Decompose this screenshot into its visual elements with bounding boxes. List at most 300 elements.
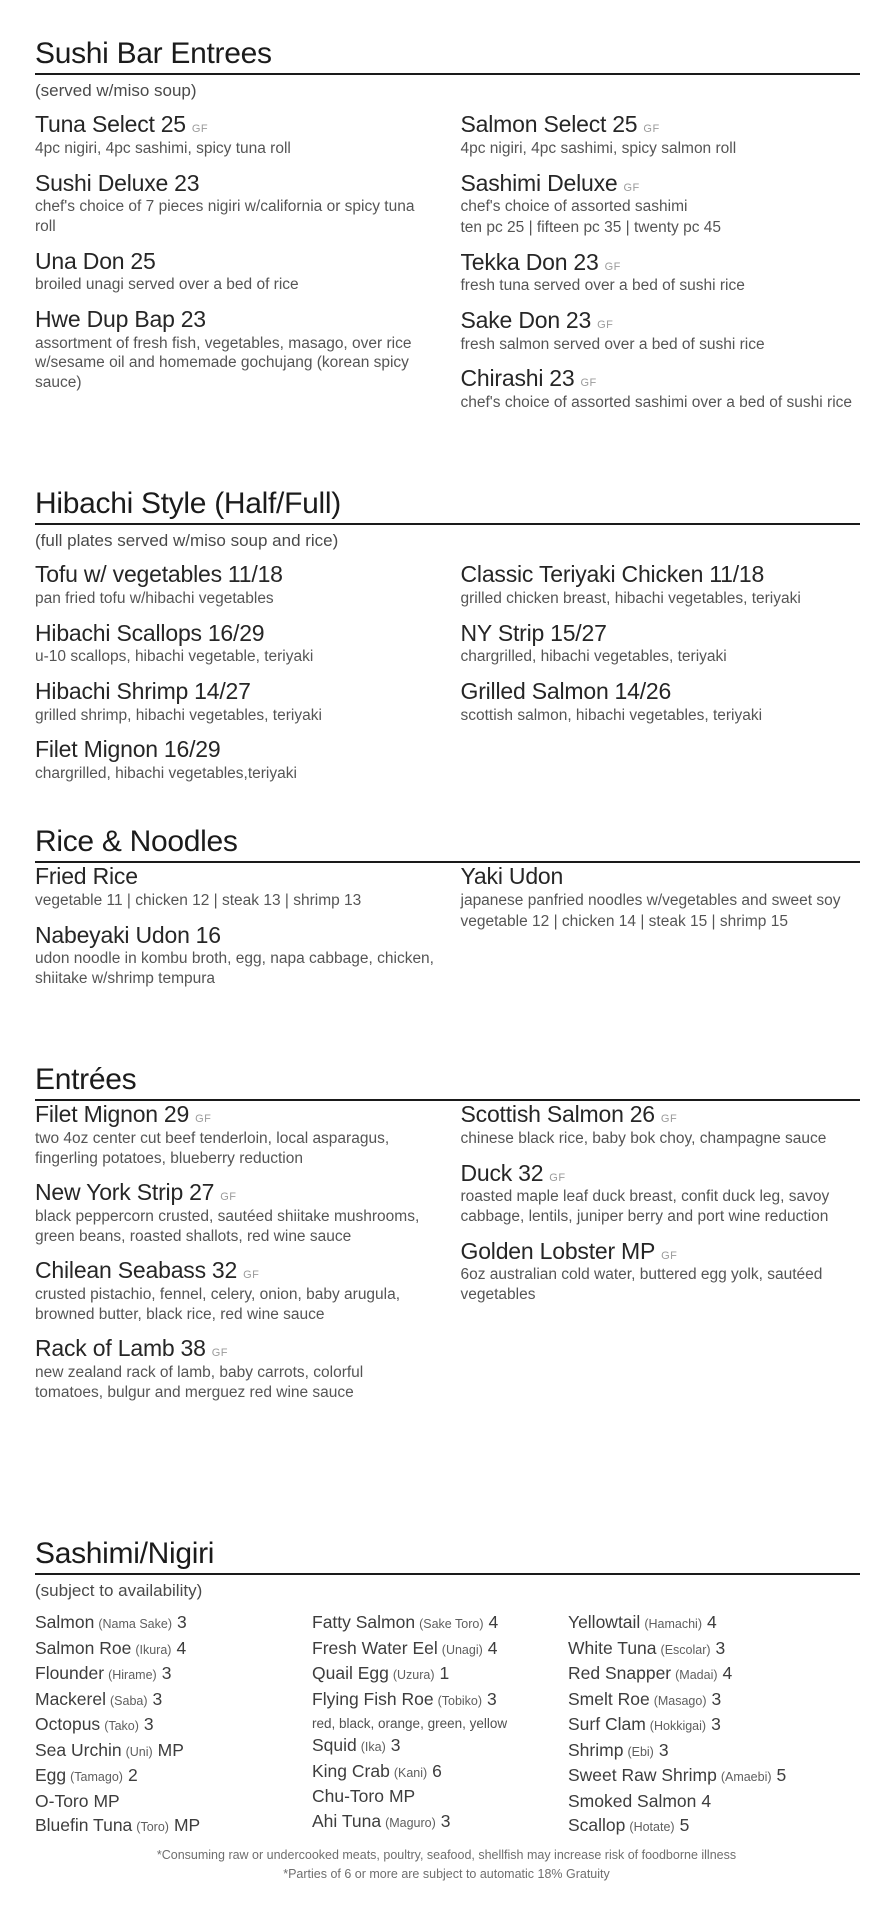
item-name: Sushi Deluxe — [35, 169, 169, 196]
item-romaji: (Tamago) — [70, 1770, 123, 1785]
gf-badge: GF — [604, 260, 621, 273]
column-1 — [35, 1101, 435, 1413]
item-name-line — [312, 1611, 568, 1637]
item-name-line — [35, 248, 435, 275]
item-description: new zealand rack of lamb, baby carrots, colorful tomatoes, bulgur and merguez red wine sauce — [35, 1364, 364, 1401]
footer-disclaimer — [0, 1846, 893, 1885]
item-name: Smelt Roe — [568, 1688, 650, 1709]
section-heading — [35, 826, 860, 863]
item-price: 25 — [612, 111, 638, 138]
item-romaji: (Nama Sake) — [98, 1617, 172, 1632]
item-romaji: (Ikura) — [135, 1642, 172, 1657]
item-name-line — [461, 1160, 861, 1187]
column-1 — [35, 1611, 312, 1840]
item-name-line — [312, 1637, 568, 1663]
item-romaji: (Sake Toro) — [419, 1617, 484, 1632]
disclaimer-line-2: *Parties of 6 or more are subject to automatic 18% Gratuity — [283, 1867, 610, 1882]
menu-item — [35, 1637, 312, 1663]
item-name-line — [35, 1764, 312, 1790]
item-price: 3 — [161, 1663, 172, 1684]
gf-badge: GF — [191, 123, 209, 136]
item-name: Scallop — [568, 1815, 626, 1836]
gf-badge: GF — [660, 1113, 678, 1126]
item-name: Salmon Select — [460, 111, 607, 138]
item-price: 1 — [439, 1663, 450, 1684]
item-name: Grilled Salmon — [460, 678, 609, 705]
item-name: Flying Fish Roe — [312, 1688, 434, 1709]
section-heading — [35, 1538, 860, 1575]
item-romaji: (Hamachi) — [644, 1617, 702, 1632]
column-1 — [35, 863, 435, 999]
column-2 — [461, 1101, 861, 1413]
item-name: Yellowtail — [568, 1612, 641, 1633]
item-romaji: (Hokkigai) — [649, 1719, 707, 1734]
item-name-line — [568, 1637, 860, 1663]
gf-badge: GF — [643, 123, 660, 136]
item-romaji: (Masago) — [653, 1693, 707, 1708]
item-description: chef's choice of assorted sashimi over a bed of sushi rice — [460, 394, 853, 412]
item-description: black peppercorn crusted, sautéed shiitake mushrooms, green beans, roasted shallots, red wine sauce — [35, 1208, 420, 1245]
menu-item — [312, 1760, 568, 1786]
section-sashimi — [35, 1538, 860, 1840]
item-description: crusted pistachio, fennel, celery, onion, baby arugula, browned butter, black rice, red wine sauce — [35, 1286, 401, 1323]
item-romaji: (Ika) — [360, 1740, 386, 1755]
item-name: Hwe Dup Bap — [35, 306, 175, 333]
item-name-line — [568, 1688, 860, 1714]
item-description: assortment of fresh fish, vegetables, masago, over rice w/sesame oil and homemade gochujang (korean spicy sauce) — [35, 334, 412, 392]
menu-item — [461, 863, 861, 931]
menu-item — [35, 1257, 435, 1324]
section-title: Sashimi/Nigiri — [35, 1537, 215, 1570]
gf-badge: GF — [549, 1171, 566, 1184]
item-price: MP — [157, 1739, 184, 1760]
item-name-line — [461, 249, 861, 276]
gf-badge: GF — [597, 319, 614, 332]
item-name: Sashimi Deluxe — [460, 169, 618, 196]
item-price: 3 — [715, 1637, 726, 1658]
item-price: 23 — [565, 307, 592, 334]
item-description: chef's choice of 7 pieces nigiri w/california or spicy tuna roll — [35, 198, 415, 236]
section-columns — [35, 111, 860, 423]
item-name: Classic Teriyaki Chicken — [460, 561, 704, 588]
item-name-line — [568, 1713, 860, 1739]
item-name-line — [35, 620, 435, 647]
item-price: 25 — [160, 111, 186, 138]
item-price: 3 — [711, 1714, 721, 1735]
item-price: 3 — [176, 1612, 187, 1633]
item-name: Golden Lobster — [460, 1237, 615, 1264]
item-name-line — [312, 1734, 568, 1760]
menu-item — [312, 1611, 568, 1637]
item-romaji: (Uni) — [125, 1744, 153, 1759]
item-description: 6oz australian cold water, buttered egg yolk, sautéed vegetables — [460, 1266, 823, 1304]
item-description: udon noodle in kombu broth, egg, napa cabbage, chicken, shiitake w/shrimp tempura — [35, 950, 434, 988]
item-name: Filet Mignon — [35, 736, 158, 763]
section-heading — [35, 38, 860, 75]
item-price: 6 — [432, 1760, 442, 1781]
menu-item — [461, 1238, 861, 1305]
item-name-line — [35, 1688, 312, 1714]
menu-item — [35, 1713, 312, 1739]
item-name-line — [461, 111, 861, 138]
item-name-line — [461, 365, 861, 392]
menu-item — [568, 1688, 860, 1714]
item-price: 4 — [487, 1637, 498, 1658]
section-sushi — [35, 38, 860, 424]
item-price: 16/29 — [207, 619, 265, 646]
section-title: Rice & Noodles — [35, 825, 238, 858]
section-subtitle: (full plates served w/miso soup and rice) — [35, 531, 339, 551]
gf-badge: GF — [211, 1347, 228, 1360]
column-2 — [461, 863, 861, 999]
item-description: 4pc nigiri, 4pc sashimi, spicy salmon roll — [460, 140, 737, 158]
item-romaji: (Escolar) — [660, 1642, 711, 1657]
item-price: 5 — [776, 1765, 787, 1786]
item-name-line — [35, 170, 435, 197]
menu-item — [568, 1662, 860, 1688]
section-rice — [35, 826, 860, 1000]
item-name: Red Snapper — [568, 1663, 672, 1684]
item-description: pan fried tofu w/hibachi vegetables — [35, 590, 274, 608]
menu-item — [568, 1790, 860, 1815]
menu-item — [461, 170, 861, 238]
item-name-line — [35, 1790, 312, 1815]
item-price: 23 — [174, 169, 200, 196]
section-hibachi — [35, 488, 860, 795]
item-price: 23 — [180, 306, 206, 333]
gf-badge: GF — [195, 1113, 212, 1126]
item-name: Duck — [460, 1159, 513, 1186]
section-columns — [35, 863, 860, 999]
item-name-line — [568, 1814, 860, 1840]
item-name-line — [312, 1688, 568, 1714]
item-description: chargrilled, hibachi vegetables, teriyaki — [460, 648, 727, 666]
item-romaji: (Kani) — [393, 1765, 428, 1780]
menu-item — [35, 1179, 435, 1246]
item-name: Egg — [35, 1765, 67, 1786]
item-price: 4 — [701, 1790, 712, 1811]
gf-badge: GF — [220, 1191, 237, 1204]
item-price: 11/18 — [709, 561, 765, 588]
item-romaji: (Hirame) — [108, 1668, 157, 1683]
item-name: Flounder — [35, 1663, 105, 1684]
menu-item — [461, 1160, 861, 1227]
item-price: 14/26 — [614, 678, 672, 705]
item-description: vegetable 12 | chicken 14 | steak 15 | shrimp 15 — [460, 912, 788, 930]
item-price: 15/27 — [550, 619, 607, 646]
section-title: Entrées — [35, 1063, 137, 1096]
item-name: White Tuna — [568, 1637, 657, 1658]
item-price: 23 — [573, 248, 599, 275]
item-price: 26 — [629, 1101, 655, 1128]
item-name: Sweet Raw Shrimp — [568, 1765, 717, 1786]
item-name-line — [35, 922, 435, 949]
item-name: Yaki Udon — [460, 863, 564, 890]
item-price: 4 — [488, 1612, 499, 1633]
item-description: grilled chicken breast, hibachi vegetables, teriyaki — [460, 590, 801, 608]
item-name-line — [35, 736, 435, 763]
item-description: fresh salmon served over a bed of sushi rice — [460, 335, 765, 353]
item-romaji: (Unagi) — [441, 1642, 483, 1657]
column-2 — [461, 111, 861, 423]
item-name: Smoked Salmon — [568, 1790, 697, 1811]
disclaimer-line-1: *Consuming raw or undercooked meats, poultry, seafood, shellfish may increase risk of foodborne illness — [156, 1848, 737, 1862]
item-price: 25 — [130, 247, 156, 274]
section-entrees — [35, 1064, 860, 1413]
item-name: Squid — [312, 1735, 357, 1756]
menu-item — [35, 736, 435, 783]
item-price: 38 — [180, 1335, 206, 1362]
item-name: Hibachi Shrimp — [35, 678, 189, 705]
menu-item — [35, 306, 435, 393]
item-price: 23 — [549, 365, 575, 392]
item-name: Fried Rice — [35, 863, 138, 890]
column-3 — [568, 1611, 860, 1840]
menu-item — [461, 678, 861, 725]
item-name: Chilean Seabass — [35, 1257, 206, 1284]
menu-item — [568, 1764, 860, 1790]
item-name-line — [568, 1662, 860, 1688]
gf-badge: GF — [661, 1249, 678, 1262]
item-name: Chu-Toro — [312, 1786, 384, 1807]
section-columns — [35, 561, 860, 794]
item-name-line — [35, 1739, 312, 1765]
item-description: broiled unagi served over a bed of rice — [35, 276, 299, 294]
item-description: roasted maple leaf duck breast, confit duck leg, savoy cabbage, lentils, juniper berry and port wine reduction — [460, 1188, 830, 1226]
gf-badge: GF — [243, 1269, 260, 1282]
menu-item — [461, 561, 861, 608]
item-romaji: (Tako) — [104, 1719, 139, 1734]
section-columns — [35, 1611, 860, 1840]
item-name: Surf Clam — [568, 1714, 646, 1735]
menu-item — [568, 1611, 860, 1637]
item-name: Octopus — [35, 1714, 101, 1735]
item-name-line — [35, 111, 435, 138]
item-romaji: (Maguro) — [385, 1815, 436, 1830]
item-name: Salmon — [35, 1612, 95, 1633]
menu-item — [35, 561, 435, 608]
item-name-line — [35, 1814, 312, 1840]
item-name: Tuna Select — [35, 111, 155, 138]
item-name-line — [461, 620, 861, 647]
item-name: Tofu w/ vegetables — [35, 561, 222, 588]
column-2 — [461, 561, 861, 794]
item-name-line — [35, 1179, 435, 1206]
item-romaji: (Uzura) — [392, 1668, 435, 1683]
item-description: japanese panfried noodles w/vegetables and sweet soy — [460, 892, 841, 910]
item-name: Salmon Roe — [35, 1637, 132, 1658]
item-price: 29 — [163, 1101, 190, 1128]
item-name: Ahi Tuna — [312, 1810, 382, 1831]
menu-item — [312, 1734, 568, 1760]
column-2 — [312, 1611, 568, 1840]
menu-item — [312, 1637, 568, 1663]
item-price: 2 — [127, 1765, 138, 1786]
item-price: 11/18 — [227, 561, 283, 588]
item-name-line — [568, 1739, 860, 1765]
menu-item — [35, 1662, 312, 1688]
item-name-line — [35, 678, 435, 705]
section-title: Hibachi Style (Half/Full) — [35, 487, 341, 520]
item-name: Fatty Salmon — [312, 1612, 416, 1633]
section-subtitle: (served w/miso soup) — [35, 81, 197, 101]
column-1 — [35, 561, 435, 794]
item-description: chinese black rice, baby bok choy, champagne sauce — [460, 1130, 827, 1148]
menu-item — [461, 111, 861, 158]
menu-item — [461, 365, 861, 412]
menu-item — [35, 1101, 435, 1168]
item-price: 4 — [176, 1637, 187, 1658]
menu-item — [35, 1814, 312, 1840]
item-name: Filet Mignon — [35, 1101, 158, 1128]
item-price: 3 — [711, 1688, 722, 1709]
item-name-line — [35, 1257, 435, 1284]
item-price: 32 — [518, 1159, 544, 1186]
item-description: ten pc 25 | fifteen pc 35 | twenty pc 45 — [460, 219, 722, 237]
item-price: MP — [388, 1786, 416, 1807]
item-price: 32 — [211, 1257, 238, 1284]
item-name-line — [461, 678, 861, 705]
item-description: u-10 scallops, hibachi vegetable, teriyaki — [35, 648, 314, 666]
menu-item — [312, 1785, 568, 1810]
menu-item — [312, 1688, 568, 1735]
item-name-line — [312, 1810, 568, 1836]
menu-item — [35, 620, 435, 667]
item-name-line — [35, 561, 435, 588]
item-name-line — [35, 863, 435, 890]
menu-item — [35, 1611, 312, 1637]
menu-item — [35, 248, 435, 295]
item-name-line — [461, 1101, 861, 1128]
item-price: 5 — [679, 1815, 690, 1836]
menu-item — [312, 1810, 568, 1836]
gf-badge: GF — [580, 377, 597, 390]
menu-item — [568, 1713, 860, 1739]
item-price: 4 — [722, 1663, 733, 1684]
item-romaji: (Toro) — [136, 1820, 169, 1835]
item-name-line — [461, 863, 861, 890]
item-name: Fresh Water Eel — [312, 1637, 438, 1658]
item-romaji: (Madai) — [675, 1668, 718, 1683]
menu-item — [568, 1637, 860, 1663]
item-name-line — [461, 561, 861, 588]
item-description: grilled shrimp, hibachi vegetables, teriyaki — [35, 706, 322, 724]
item-price: 27 — [189, 1179, 215, 1206]
item-name-line — [312, 1760, 568, 1786]
menu-item — [461, 1101, 861, 1148]
item-name: Bluefin Tuna — [35, 1815, 133, 1836]
menu-item — [35, 1739, 312, 1765]
item-romaji: (Saba) — [110, 1693, 148, 1708]
item-description: chef's choice of assorted sashimi — [460, 198, 688, 216]
item-name: Scottish Salmon — [460, 1101, 624, 1128]
item-romaji: (Hotate) — [629, 1820, 675, 1835]
menu-item — [35, 170, 435, 237]
item-name-line — [568, 1764, 860, 1790]
item-name: NY Strip — [460, 619, 545, 646]
item-name: Chirashi — [460, 365, 544, 392]
menu-item — [35, 1764, 312, 1790]
item-description: vegetable 11 | chicken 12 | steak 13 | shrimp 13 — [35, 892, 362, 910]
item-name: King Crab — [312, 1760, 390, 1781]
item-name: Hibachi Scallops — [35, 619, 202, 646]
item-name-line — [568, 1611, 860, 1637]
item-description: fresh tuna served over a bed of sushi rice — [460, 277, 745, 295]
item-romaji: (Ebi) — [627, 1744, 654, 1759]
menu-item — [568, 1814, 860, 1840]
item-price: 3 — [658, 1739, 669, 1760]
item-price: MP — [173, 1815, 201, 1836]
item-name-line — [35, 1637, 312, 1663]
section-columns — [35, 1101, 860, 1413]
item-price: MP — [93, 1790, 120, 1811]
item-name: Rack of Lamb — [35, 1335, 175, 1362]
item-description: two 4oz center cut beef tenderloin, local asparagus, fingerling potatoes, blueberry reduction — [35, 1130, 390, 1167]
item-name-line — [312, 1662, 568, 1688]
item-name-line — [35, 1101, 435, 1128]
item-price: 3 — [487, 1688, 497, 1709]
item-name: Sake Don — [460, 307, 560, 334]
item-romaji: (Amaebi) — [720, 1770, 772, 1785]
item-name: Sea Urchin — [35, 1739, 122, 1760]
item-name-line — [35, 1713, 312, 1739]
menu-item — [461, 307, 861, 354]
item-name: New York Strip — [35, 1179, 184, 1206]
item-romaji: (Tobiko) — [437, 1693, 483, 1708]
item-name: Una Don — [35, 247, 125, 274]
section-title: Sushi Bar Entrees — [35, 37, 272, 70]
item-name-line — [35, 306, 435, 333]
item-description: red, black, orange, green, yellow — [312, 1716, 508, 1732]
menu-item — [461, 620, 861, 667]
item-price: 3 — [152, 1688, 163, 1709]
item-name: O-Toro — [35, 1790, 89, 1811]
menu-item — [35, 1790, 312, 1815]
item-description: chargrilled, hibachi vegetables,teriyaki — [35, 765, 297, 783]
menu-item — [461, 249, 861, 296]
item-name: Mackerel — [35, 1688, 106, 1709]
menu-item — [568, 1739, 860, 1765]
item-name-line — [461, 170, 861, 197]
gf-badge: GF — [623, 181, 640, 194]
item-name-line — [35, 1335, 435, 1362]
section-heading — [35, 1064, 860, 1101]
item-price: 3 — [390, 1735, 401, 1756]
item-name-line — [568, 1790, 860, 1815]
item-name-line — [35, 1611, 312, 1637]
item-price: 14/27 — [194, 678, 251, 705]
menu-item — [35, 922, 435, 989]
item-name: Quail Egg — [312, 1663, 389, 1684]
item-name-line — [312, 1785, 568, 1810]
menu-item — [35, 1335, 435, 1402]
item-name-line — [461, 307, 861, 334]
item-price: 16/29 — [163, 736, 221, 763]
item-price: 4 — [706, 1612, 717, 1633]
item-name: Tekka Don — [460, 248, 568, 275]
menu-item — [35, 1688, 312, 1714]
item-name: Nabeyaki Udon — [35, 921, 190, 948]
menu-item — [312, 1662, 568, 1688]
column-1 — [35, 111, 435, 423]
section-heading — [35, 488, 860, 525]
menu-item — [35, 863, 435, 910]
item-price: 3 — [440, 1810, 451, 1831]
menu-item — [35, 678, 435, 725]
section-subtitle: (subject to availability) — [35, 1581, 203, 1601]
item-price: MP — [620, 1237, 656, 1264]
item-description: 4pc nigiri, 4pc sashimi, spicy tuna roll — [35, 140, 291, 158]
